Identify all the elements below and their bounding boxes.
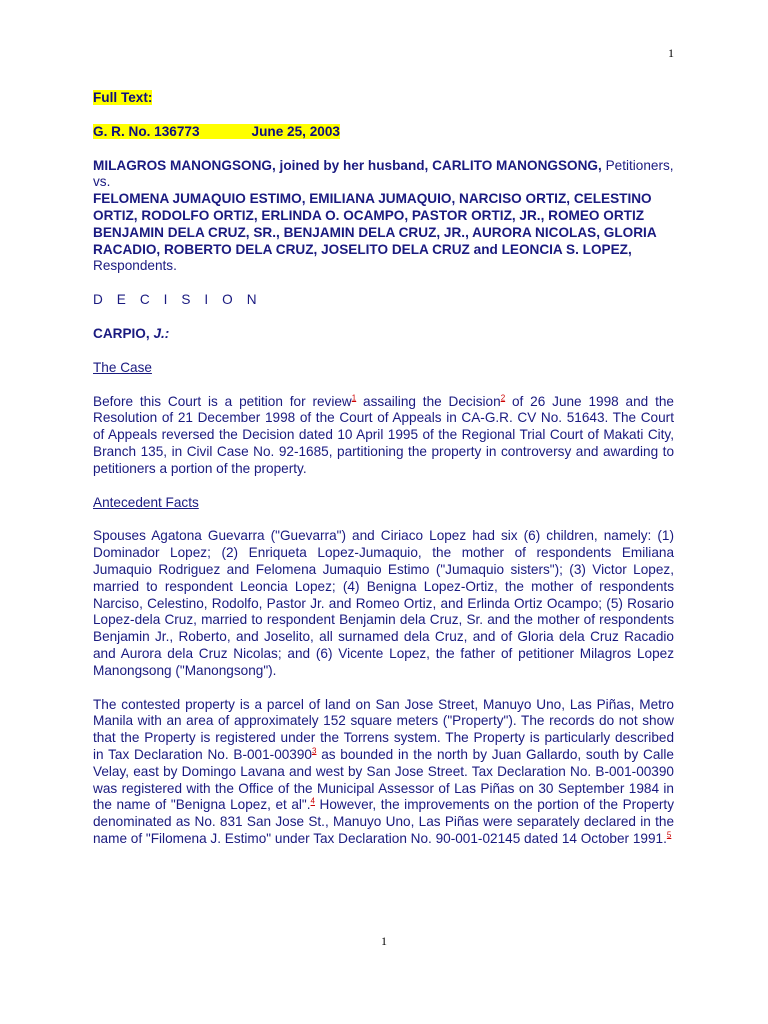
versus-line: vs. [93,174,111,190]
case-paragraph-part1: Before this Court is a petition for review [93,393,352,409]
footnote-ref-2[interactable]: 2 [500,393,506,403]
ponente-title: J.: [153,325,170,341]
page-number-top: 1 [668,46,674,60]
case-paragraph-part2: assailing the Decision [356,393,501,409]
facts-paragraph-2 [93,697,674,848]
decision-date: June 25, 2003 [251,123,340,139]
footnote-ref-3[interactable]: 3 [312,746,317,756]
case-section-heading: The Case [93,359,152,375]
facts-section-heading: Antecedent Facts [93,494,199,510]
footnote-ref-5[interactable]: 5 [666,830,672,840]
case-paragraph [93,394,674,478]
facts-paragraph-1: Spouses Agatona Guevarra ("Guevarra") and Ciriaco Lopez had six (6) children, namely: (1) Dominador Lopez; (2) Enriqueta Lopez-Jumaquio, the mother of respondents Emiliana Jumaquio Rodriguez and Felomena Jumaquio Estimo ("Jumaquio sisters"); (3) Victor Lopez, married to respondent Leoncia Lopez; (4) Benigna Lopez-Ortiz, the mother of respondents Narciso, Celestino, Rodolfo, Pastor Jr. and Romeo Ortiz, and Erlinda Ortiz Ocampo; (5) Rosario Lopez-dela Cruz, married to respondent Benjamin dela Cruz, Sr. and the mother of respondents Benjamin Jr., Roberto, and Joselito, all surnamed dela Cruz, and of Gloria dela Cruz Racadio and Aurora dela Cruz Nicolas; and (6) Vicente Lopez, the father of petitioner Milagros Lopez Manongsong ("Manongsong"). [93,528,674,678]
footnote-ref-1[interactable]: 1 [351,393,357,403]
facts-paragraph-2-part3: However, the improvements on the portion of the Property denominated as No. 831 San Jose St., Manuyo Uno, Las Piñas were separately declared in the name of "Filomena J. Estimo" under Tax Declaration No. 90-001-02145 dated 14 October 1991. [93,797,674,846]
facts-paragraph-2-part1: The contested property is a parcel of land on San Jose Street, Manuyo Uno, Las Piñas, Metro Manila with an area of approximately 152 square meters ("Property"). The records do not show that the Property is registered under the Torrens system. The Property is particularly described in Tax Declaration No. B-001-00390 [93,696,674,762]
petitioners-role: Petitioners, [605,157,674,173]
respondents-names: FELOMENA JUMAQUIO ESTIMO, EMILIANA JUMAQUIO, NARCISO ORTIZ, CELESTINO ORTIZ, RODOLFO ORTIZ, ERLINDA O. OCAMPO, PASTOR ORTIZ, JR., ROMEO ORTIZ BENJAMIN DELA CRUZ, SR., BENJAMIN DELA CRUZ, JR., AURORA NICOLAS, GLORIA RACADIO, ROBERTO DELA CRUZ, JOSELITO DELA CRUZ and LEONCIA S. LOPEZ, [93,191,657,257]
ponente-line [93,326,674,343]
document-body [93,90,674,848]
petitioners-block [93,158,674,175]
footnote-ref-4[interactable]: 4 [310,796,315,806]
respondents-block [93,191,674,275]
page-number-bottom: 1 [381,934,387,948]
case-paragraph-part3: of 26 June 1998 and the Resolution of 21 December 1998 of the Court of Appeals in CA-G.R. CV No. 51643. The Court of Appeals reversed the Decision dated 10 April 1995 of the Regional Trial Court of Makati City, Branch 135, in Civil Case No. 92-1685, partitioning the property in controversy and awarding to petitioners a portion of the property. [93,393,674,476]
decision-heading: D E C I S I O N [93,292,262,308]
facts-paragraph-2-part2: as bounded in the north by Juan Gallardo, south by Calle Velay, east by Domingo Lavana and west by San Jose Street. Tax Declaration No. B-001-00390 was registered with the Office of the Municipal Assessor of Las Piñas on 30 September 1984 in the name of "Benigna Lopez, et al". [93,746,674,813]
full-text-label-line [93,90,674,107]
ponente-name: CARPIO, [93,325,150,341]
petitioners-names: MILAGROS MANONGSONG, joined by her husband, CARLITO MANONGSONG, [93,157,602,173]
gr-number: G. R. No. 136773 [93,123,200,139]
case-number-highlight [93,124,340,139]
case-header-line [93,124,674,141]
full-text-label: Full Text: [93,90,153,105]
respondents-role: Respondents. [93,258,177,274]
